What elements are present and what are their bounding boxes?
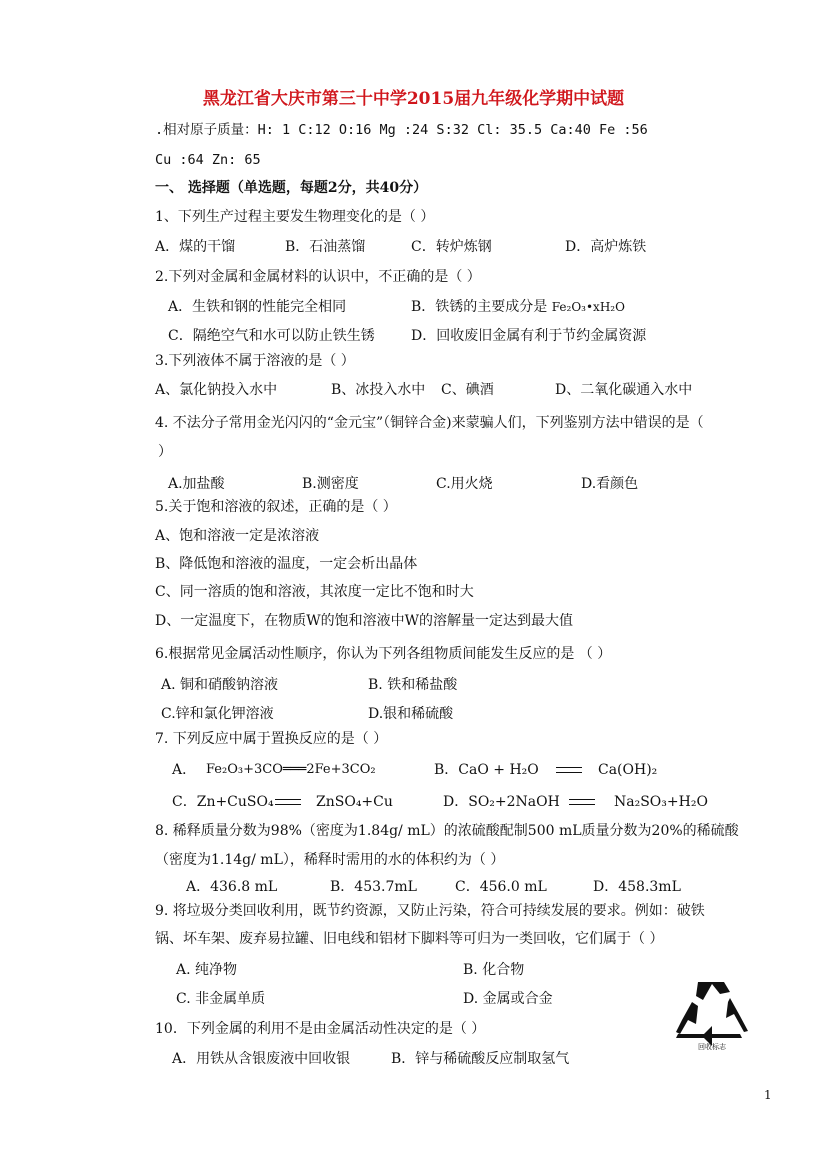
q7-option-b-arrow [552,761,586,779]
q5-option-d: D、一定温度下，在物质W的饱和溶液中W的溶解量一定达到最大值 [155,613,574,629]
q1-option-a: A．煤的干馏 [155,239,236,255]
q4-option-d: D.看颜色 [581,476,639,492]
q3-stem: 3.下列液体不属于溶液的是（ ） [155,353,355,369]
recycle-caption: 回收标志 [698,1043,726,1051]
page-title: 黑龙江省大庆市第三十中学2015届九年级化学期中试题 [202,89,625,109]
q1-option-c: C．转炉炼钢 [411,239,492,255]
q10-option-b: B．锌与稀硫酸反应制取氢气 [391,1051,570,1067]
q7-option-d-product: Na₂SO₃+H₂O [614,794,708,810]
q7-option-c-product: ZnSO₄+Cu [316,794,393,810]
q6-option-a: A. 铜和硝酸钠溶液 [161,677,279,693]
q2-option-c: C．隔绝空气和水可以防止铁生锈 [168,328,375,344]
q9-option-b: B. 化合物 [463,962,525,978]
q1-option-b: B．石油蒸馏 [285,239,366,255]
atomic-mass-line2: Cu :64 Zn: 65 [155,152,261,168]
q5-option-a: A、饱和溶液一定是浓溶液 [155,528,320,544]
q8-option-a: A．436.8 mL [186,879,278,895]
q6-option-c: C.锌和氯化钾溶液 [161,706,274,722]
q4-stem: 4. 不法分子常用金光闪闪的“金元宝”（铜锌合金)来蒙骗人们，下列鉴别方法中错误的是（ [155,415,704,431]
q8-stem-line2: （密度为1.14g/ mL），稀释时需用的水的体积约为（ ） [155,852,505,868]
q1-option-d: D．高炉炼铁 [565,239,647,255]
q9-stem-line2: 锅、坏车架、废弃易拉罐、旧电线和铝材下脚料等可归为一类回收，它们属于（ ） [155,931,664,947]
q2-option-b-text: B．铁锈的主要成分是 [411,299,548,315]
q3-option-d: D、二氧化碳通入水中 [555,382,693,398]
q8-stem-line1: 8. 稀释质量分数为98%（密度为1.84g/ mL）的浓硫酸配制500 mL质量分数为20%的稀硫酸 [155,823,739,839]
q4-stem-end: ） [158,444,172,460]
q4-option-b: B.测密度 [302,476,359,492]
atomic-mass-line1: .相对原子质量：H: 1 C:12 O:16 Mg :24 S:32 Cl: 35.5 Ca:40 Fe :56 [155,122,648,138]
q3-option-a: A、氯化钠投入水中 [155,382,278,398]
q2-option-a: A．生铁和钢的性能完全相同 [168,299,347,315]
q8-option-b: B．453.7mL [330,879,417,895]
q2-option-b-formula: Fe₂O₃•xH₂O [551,300,625,314]
q7-option-a-formula: Fe₂O₃+3CO═══2Fe+3CO₂ [206,762,376,777]
q7-option-d-arrow [565,793,599,811]
q5-option-b: B、降低饱和溶液的温度，一定会析出晶体 [155,556,418,572]
q9-option-a: A. 纯净物 [176,962,238,978]
q7-option-b-product: Ca(OH)₂ [598,762,658,778]
q8-option-c: C．456.0 mL [455,879,547,895]
q6-option-b: B. 铁和稀盐酸 [368,677,458,693]
q9-stem-line1: 9. 将垃圾分类回收利用，既节约资源，又防止污染，符合可持续发展的要求。例如：破铁 [155,903,705,919]
q7-option-c-arrow [271,793,305,811]
q3-option-c: C、碘酒 [441,382,494,398]
section-heading: 一、 选择题（单选题，每题2分，共40分） [155,180,428,196]
q2-stem: 2.下列对金属和金属材料的认识中，不正确的是（ ） [155,269,481,285]
q2-option-d: D．回收废旧金属有利于节约金属资源 [411,328,647,344]
q9-option-c: C. 非金属单质 [176,991,266,1007]
q5-option-c: C、同一溶质的饱和溶液，其浓度一定比不饱和时大 [155,584,474,600]
q7-option-c-label: C．Zn+CuSO₄ [172,794,274,810]
q4-option-c: C.用火烧 [436,476,493,492]
q6-stem: 6.根据常见金属活动性顺序，你认为下列各组物质间能发生反应的是 （ ） [155,646,612,662]
q10-stem: 10．下列金属的利用不是由金属活动性决定的是（ ） [155,1021,486,1037]
q5-stem: 5.关于饱和溶液的叙述，正确的是（ ） [155,499,397,515]
q7-option-b-label: B．CaO + H₂O [434,762,539,778]
page-number: 1 [764,1088,772,1102]
recycle-icon [668,976,756,1056]
q8-option-d: D．458.3mL [593,879,681,895]
q7-option-d-label: D．SO₂+2NaOH [443,794,560,810]
q7-stem: 7. 下列反应中属于置换反应的是（ ） [155,731,388,747]
q4-option-a: A.加盐酸 [168,476,225,492]
q9-option-d: D. 金属或合金 [463,991,553,1007]
q3-option-b: B、冰投入水中 [331,382,426,398]
q7-option-a-label: A． [172,762,197,778]
q1-stem: 1、下列生产过程主要发生物理变化的是（ ） [155,209,435,225]
q10-option-a: A．用铁从含银废液中回收银 [172,1051,351,1067]
q6-option-d: D.银和稀硫酸 [368,706,454,722]
q2-option-b [411,298,625,316]
